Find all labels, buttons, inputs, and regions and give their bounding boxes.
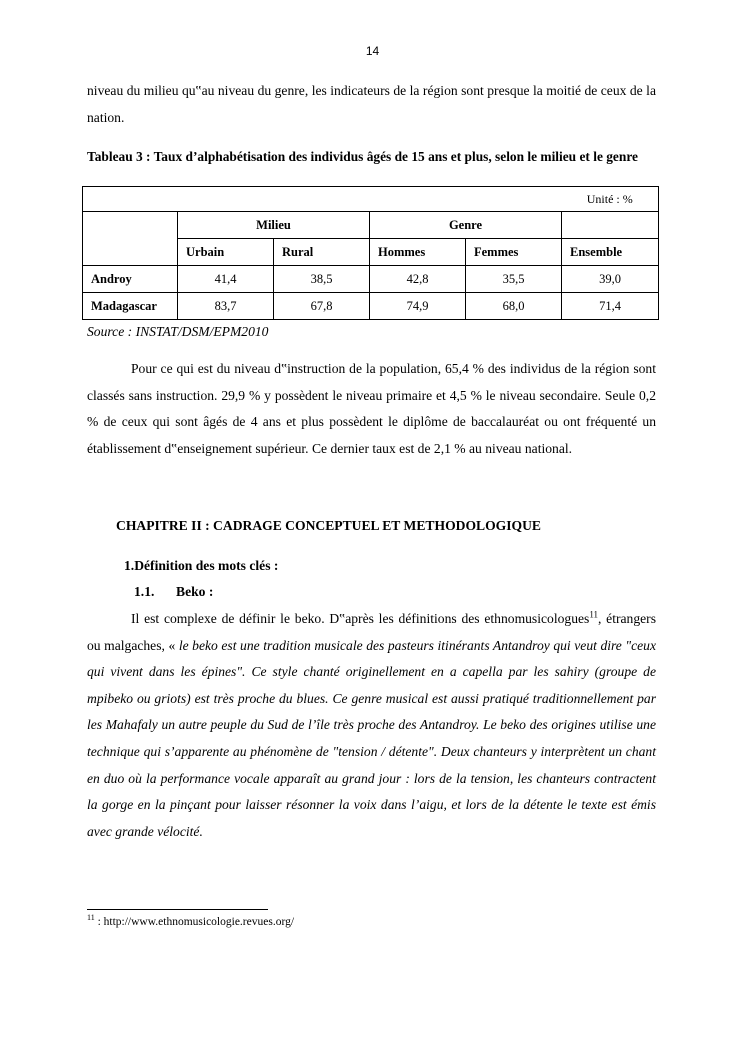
column-header: Hommes [370,239,466,266]
table-cell: 71,4 [562,293,659,320]
table-cell: 35,5 [466,266,562,293]
group-header-milieu: Milieu [178,212,370,239]
table-source: Source : INSTAT/DSM/EPM2010 [87,324,269,339]
table-cell: 38,5 [274,266,370,293]
column-header: Rural [274,239,370,266]
table-cell: 41,4 [178,266,274,293]
footnote-divider [87,909,268,910]
column-header: Ensemble [562,239,659,266]
group-header-genre: Genre [370,212,562,239]
footnote [87,913,295,928]
row-label: Androy [83,266,178,293]
table-row [83,293,659,320]
table-caption: Tableau 3 : Taux d’alphabétisation des individus âgés de 15 ans et plus, selon le milieu et le genre [87,149,638,164]
table-cell: 39,0 [562,266,659,293]
footnote-number: 11 [87,913,95,923]
beko-quote: le beko est une tradition musicale des pasteurs itinérants Antandroy qui veut dire "ceux qui vivent dans les épines". Ce style chanté originellement en a capella par les sahiry (groupe de mpibeko ou griots) est très proche du blues. Ce genre musical est aussi pratiqué traditionnellement par les Mahafaly un autre peuple du Sud de l’île très proche des Antandroy. Le beko des origines utilise une technique qui s’apparente au phénomène de "tension / détente". Deux chanteurs y interprètent un chant en duo où la performance vocale apparaît au grand jour : lors de la tension, les chanteurs contractent la gorge en la pinçant pour laisser résonner la voix dans l’aigu, et lors de la détente le texte est émis avec grande vélocité. [87,637,656,839]
subsection-number: 1.1. [134,584,155,599]
table-cell: 83,7 [178,293,274,320]
subsection-title [134,584,213,600]
literacy-table [82,186,659,320]
table-unit: Unité : % [562,187,659,212]
page-number: 14 [365,44,380,58]
beko-lead: Il est complexe de définir le beko. D‟après les définitions des ethnomusicologues [131,611,590,626]
unit-row [83,187,659,212]
chapter-title: CHAPITRE II : CADRAGE CONCEPTUEL ET METHODOLOGIQUE [116,518,541,533]
intro-paragraph: niveau du milieu qu‟au niveau du genre, les indicateurs de la région sont presque la moitié de ceux de la nation. [87,83,656,125]
table-cell: 74,9 [370,293,466,320]
section-title: 1.Définition des mots clés : [124,558,279,573]
table-cell: 42,8 [370,266,466,293]
footnote-text[interactable]: : http://www.ethnomusicologie.revues.org/ [94,916,295,928]
instruction-paragraph: Pour ce qui est du niveau d‟instruction de la population, 65,4 % des individus de la région sont classés sans instruction. 29,9 % y possèdent le niveau primaire et 4,5 % le niveau secondaire. Seule 0,2 % de ceux qui sont âgés de 4 ans et plus possèdent le diplôme de baccalauréat ou ont fréquenté un établissement d‟enseignement supérieur. Ce dernier taux est de 2,1 % au niveau national. [87,361,656,456]
table-cell: 68,0 [466,293,562,320]
row-label: Madagascar [83,293,178,320]
column-header: Femmes [466,239,562,266]
column-header: Urbain [178,239,274,266]
subsection-label: Beko : [176,584,214,599]
beko-paragraph [87,606,656,845]
beko-mid: , étrangers ou malgaches, « [87,611,656,653]
group-header-row [83,212,659,239]
footnote-ref[interactable]: 11 [589,609,598,620]
table-cell: 67,8 [274,293,370,320]
table-row [83,266,659,293]
